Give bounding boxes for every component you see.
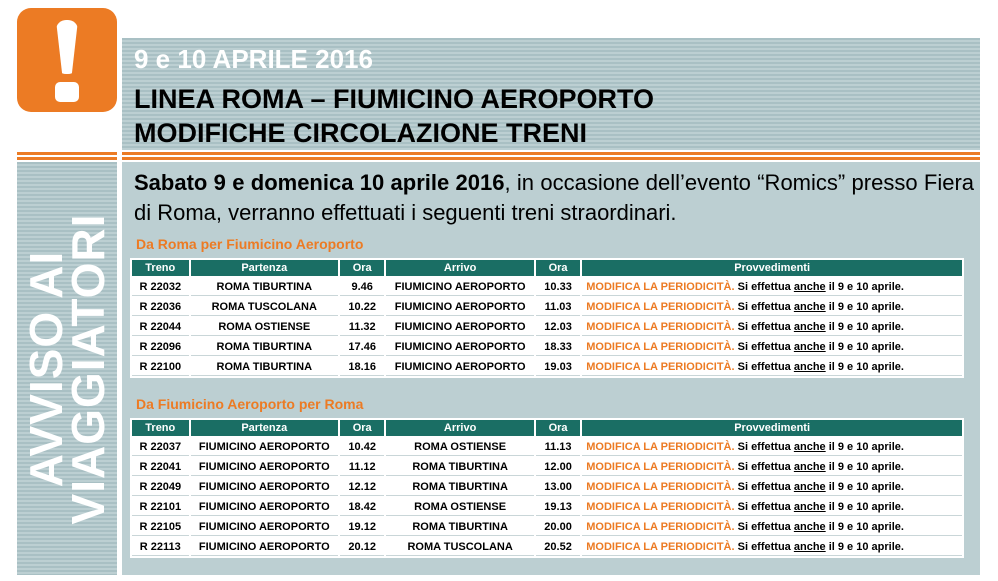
cell-partenza: ROMA TIBURTINA (191, 338, 338, 356)
cell-treno: R 22037 (132, 438, 189, 456)
provvedimento-pre: Si effettua (734, 480, 794, 493)
provvedimento-pre: Si effettua (734, 300, 794, 313)
header-line-subject: MODIFICHE CIRCOLAZIONE TRENI (134, 118, 587, 148)
provvedimento-underline: anche (793, 480, 826, 493)
provvedimento-post: il 9 e 10 aprile. (825, 320, 904, 333)
column-header: Ora (340, 420, 384, 436)
table-row (132, 458, 962, 476)
cell-ora-a: 18.33 (536, 338, 580, 356)
cell-partenza: ROMA TUSCOLANA (191, 298, 338, 316)
exclamation-icon (17, 8, 117, 112)
cell-partenza: FIUMICINO AEROPORTO (191, 458, 338, 476)
cell-provvedimenti (582, 298, 962, 316)
provvedimento-post: il 9 e 10 aprile. (825, 300, 904, 313)
column-header: Partenza (191, 260, 338, 276)
table-header-row (132, 260, 962, 276)
cell-arrivo: ROMA TIBURTINA (386, 458, 533, 476)
table-row (132, 498, 962, 516)
cell-ora-p: 19.12 (340, 518, 384, 536)
table-row (132, 298, 962, 316)
cell-ora-a: 10.33 (536, 278, 580, 296)
cell-ora-a: 12.03 (536, 318, 580, 336)
provvedimento-pre: Si effettua (734, 340, 794, 353)
cell-arrivo: ROMA OSTIENSE (386, 438, 533, 456)
table-row (132, 338, 962, 356)
column-header: Treno (132, 420, 189, 436)
column-header: Ora (340, 260, 384, 276)
cell-arrivo: ROMA TUSCOLANA (386, 538, 533, 556)
provvedimento-pre: Si effettua (734, 320, 794, 333)
cell-ora-a: 20.00 (536, 518, 580, 536)
provvedimento-pre: Si effettua (734, 520, 794, 533)
cell-ora-a: 20.52 (536, 538, 580, 556)
separator-bottom (122, 157, 980, 160)
cell-partenza: FIUMICINO AEROPORTO (191, 518, 338, 536)
cell-arrivo: FIUMICINO AEROPORTO (386, 318, 533, 336)
cell-ora-p: 10.42 (340, 438, 384, 456)
cell-provvedimenti (582, 318, 962, 336)
column-header: Ora (536, 420, 580, 436)
provvedimento-post: il 9 e 10 aprile. (825, 520, 904, 533)
section-title-to-rome: Da Fiumicino Aeroporto per Roma (136, 396, 364, 412)
separator-left-2 (17, 157, 117, 160)
cell-treno: R 22044 (132, 318, 189, 336)
cell-partenza: ROMA OSTIENSE (191, 318, 338, 336)
cell-treno: R 22041 (132, 458, 189, 476)
table-to-rome (130, 418, 964, 558)
provvedimento-underline: anche (793, 280, 826, 293)
provvedimento-highlight: MODIFICA LA PERIODICITÀ. (586, 440, 735, 453)
cell-ora-a: 11.13 (536, 438, 580, 456)
cell-ora-p: 18.16 (340, 358, 384, 376)
column-header: Treno (132, 260, 189, 276)
header-line-route: LINEA ROMA – FIUMICINO AEROPORTO (134, 84, 655, 114)
table-header-row (132, 420, 962, 436)
cell-ora-p: 18.42 (340, 498, 384, 516)
cell-treno: R 22036 (132, 298, 189, 316)
cell-partenza: FIUMICINO AEROPORTO (191, 538, 338, 556)
cell-arrivo: FIUMICINO AEROPORTO (386, 358, 533, 376)
header (122, 38, 980, 150)
separator-left (17, 152, 117, 155)
cell-treno: R 22049 (132, 478, 189, 496)
cell-ora-a: 12.00 (536, 458, 580, 476)
cell-treno: R 22113 (132, 538, 189, 556)
cell-ora-p: 10.22 (340, 298, 384, 316)
table-to-airport (130, 258, 964, 378)
cell-partenza: FIUMICINO AEROPORTO (191, 438, 338, 456)
provvedimento-underline: anche (793, 540, 826, 553)
vertical-title (20, 169, 114, 569)
body-panel (122, 162, 980, 575)
separator-top (122, 152, 980, 155)
cell-partenza: ROMA TIBURTINA (191, 358, 338, 376)
provvedimento-highlight: MODIFICA LA PERIODICITÀ. (586, 480, 735, 493)
cell-arrivo: FIUMICINO AEROPORTO (386, 298, 533, 316)
provvedimento-highlight: MODIFICA LA PERIODICITÀ. (586, 320, 735, 333)
cell-provvedimenti (582, 498, 962, 516)
provvedimento-pre: Si effettua (734, 500, 794, 513)
intro-text (134, 168, 974, 228)
cell-ora-p: 11.12 (340, 458, 384, 476)
provvedimento-underline: anche (793, 320, 826, 333)
cell-treno: R 22101 (132, 498, 189, 516)
provvedimento-highlight: MODIFICA LA PERIODICITÀ. (586, 300, 735, 313)
provvedimento-highlight: MODIFICA LA PERIODICITÀ. (586, 280, 735, 293)
column-header: Partenza (191, 420, 338, 436)
table-row (132, 438, 962, 456)
section-title-to-airport: Da Roma per Fiumicino Aeroporto (136, 236, 364, 252)
cell-ora-a: 19.03 (536, 358, 580, 376)
cell-ora-p: 11.32 (340, 318, 384, 336)
table-row (132, 518, 962, 536)
provvedimento-post: il 9 e 10 aprile. (825, 480, 904, 493)
cell-treno: R 22100 (132, 358, 189, 376)
table-row (132, 278, 962, 296)
cell-partenza: FIUMICINO AEROPORTO (191, 478, 338, 496)
cell-ora-a: 13.00 (536, 478, 580, 496)
provvedimento-highlight: MODIFICA LA PERIODICITÀ. (586, 540, 735, 553)
provvedimento-post: il 9 e 10 aprile. (825, 280, 904, 293)
provvedimento-post: il 9 e 10 aprile. (825, 460, 904, 473)
provvedimento-pre: Si effettua (734, 360, 794, 373)
provvedimento-post: il 9 e 10 aprile. (825, 540, 904, 553)
cell-provvedimenti (582, 518, 962, 536)
cell-ora-p: 9.46 (340, 278, 384, 296)
column-header: Provvedimenti (582, 260, 962, 276)
table-row (132, 478, 962, 496)
provvedimento-pre: Si effettua (734, 540, 794, 553)
intro-rest: , in occasione dell’evento “Romics” presso Fiera di Roma, verranno effettuati i seguenti treni straordinari. (134, 170, 975, 225)
provvedimento-pre: Si effettua (734, 460, 794, 473)
provvedimento-underline: anche (793, 300, 826, 313)
cell-ora-p: 12.12 (340, 478, 384, 496)
cell-provvedimenti (582, 478, 962, 496)
provvedimento-underline: anche (793, 340, 826, 353)
provvedimento-post: il 9 e 10 aprile. (825, 340, 904, 353)
cell-arrivo: FIUMICINO AEROPORTO (386, 338, 533, 356)
cell-treno: R 22032 (132, 278, 189, 296)
column-header: Arrivo (386, 420, 533, 436)
provvedimento-underline: anche (793, 500, 826, 513)
provvedimento-underline: anche (793, 520, 826, 533)
provvedimento-post: il 9 e 10 aprile. (825, 500, 904, 513)
cell-ora-p: 20.12 (340, 538, 384, 556)
cell-provvedimenti (582, 458, 962, 476)
cell-ora-a: 19.13 (536, 498, 580, 516)
cell-provvedimenti (582, 278, 962, 296)
cell-arrivo: ROMA OSTIENSE (386, 498, 533, 516)
column-header: Provvedimenti (582, 420, 962, 436)
provvedimento-highlight: MODIFICA LA PERIODICITÀ. (586, 340, 735, 353)
table-row (132, 358, 962, 376)
cell-ora-a: 11.03 (536, 298, 580, 316)
vertical-title-line2: VIAGGIATORI (62, 213, 114, 525)
header-date: 9 e 10 APRILE 2016 (134, 44, 373, 74)
cell-provvedimenti (582, 538, 962, 556)
table-row (132, 318, 962, 336)
provvedimento-underline: anche (793, 440, 826, 453)
provvedimento-underline: anche (793, 360, 826, 373)
cell-treno: R 22096 (132, 338, 189, 356)
provvedimento-pre: Si effettua (734, 280, 794, 293)
cell-arrivo: FIUMICINO AEROPORTO (386, 278, 533, 296)
provvedimento-highlight: MODIFICA LA PERIODICITÀ. (586, 520, 735, 533)
cell-arrivo: ROMA TIBURTINA (386, 478, 533, 496)
cell-provvedimenti (582, 338, 962, 356)
table-row (132, 538, 962, 556)
cell-partenza: FIUMICINO AEROPORTO (191, 498, 338, 516)
intro-bold: Sabato 9 e domenica 10 aprile 2016 (134, 170, 505, 195)
provvedimento-underline: anche (793, 460, 826, 473)
provvedimento-post: il 9 e 10 aprile. (825, 440, 904, 453)
column-header: Arrivo (386, 260, 533, 276)
cell-partenza: ROMA TIBURTINA (191, 278, 338, 296)
cell-provvedimenti (582, 438, 962, 456)
column-header: Ora (536, 260, 580, 276)
cell-arrivo: ROMA TIBURTINA (386, 518, 533, 536)
vertical-title-line1: AVVISO AI (20, 250, 72, 488)
provvedimento-post: il 9 e 10 aprile. (825, 360, 904, 373)
provvedimento-highlight: MODIFICA LA PERIODICITÀ. (586, 500, 735, 513)
provvedimento-highlight: MODIFICA LA PERIODICITÀ. (586, 360, 735, 373)
cell-ora-p: 17.46 (340, 338, 384, 356)
cell-treno: R 22105 (132, 518, 189, 536)
cell-provvedimenti (582, 358, 962, 376)
left-banner (0, 0, 122, 581)
provvedimento-pre: Si effettua (734, 440, 794, 453)
provvedimento-highlight: MODIFICA LA PERIODICITÀ. (586, 460, 735, 473)
